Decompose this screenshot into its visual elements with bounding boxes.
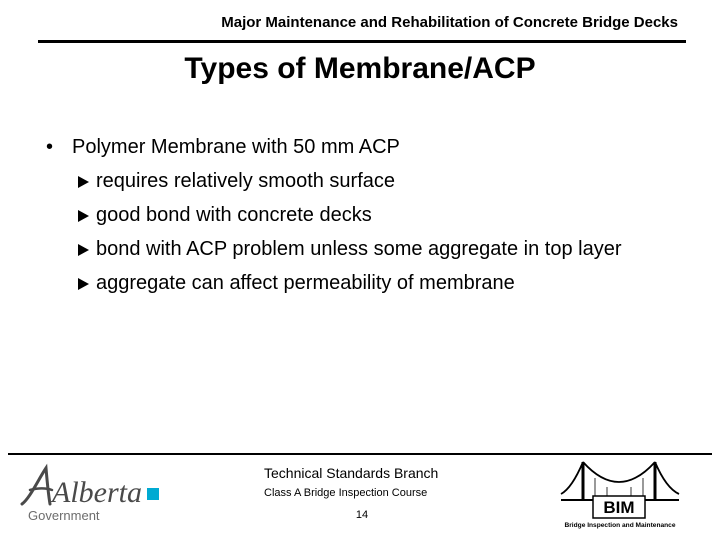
sub-bullet-item	[40, 164, 700, 198]
bullet-item	[40, 130, 700, 164]
bim-label: BIM	[603, 498, 635, 517]
bim-bridge-logo	[555, 458, 685, 530]
sub-bullet-item	[40, 232, 700, 266]
footer-course: Class A Bridge Inspection Course	[264, 487, 428, 499]
footer-info	[262, 465, 462, 521]
footer-branch: Technical Standards Branch	[264, 465, 439, 481]
sub-bullet-text: requires relatively smooth surface	[96, 170, 396, 192]
alberta-accent-square	[147, 488, 159, 500]
sub-bullet-item	[40, 198, 700, 232]
alberta-wordmark: Alberta	[52, 476, 142, 509]
government-subtitle: Government	[28, 508, 100, 523]
slide-title: Types of Membrane/ACP	[184, 52, 536, 85]
bullet-text: Polymer Membrane with 50 mm ACP	[72, 136, 400, 158]
arrow-bullet-icon	[78, 244, 89, 256]
sub-bullet-text: aggregate can affect permeability of membrane	[96, 272, 515, 294]
header-divider	[38, 40, 686, 43]
alberta-government-logo	[16, 460, 166, 526]
arrow-bullet-icon	[78, 176, 89, 188]
arrow-bullet-icon	[78, 278, 89, 290]
sub-bullet-text: good bond with concrete decks	[96, 204, 372, 226]
bullet-list	[40, 130, 700, 300]
bim-caption: Bridge Inspection and Maintenance	[564, 522, 676, 529]
page-number: 14	[355, 509, 369, 521]
header-title: Major Maintenance and Rehabilitation of Concrete Bridge Decks	[221, 14, 678, 31]
sub-bullet-item	[40, 266, 700, 300]
arrow-bullet-icon	[78, 210, 89, 222]
sub-bullet-text: bond with ACP problem unless some aggregate in top layer	[96, 238, 622, 260]
footer-divider	[8, 453, 712, 455]
bullet-dot-icon: •	[46, 136, 54, 158]
